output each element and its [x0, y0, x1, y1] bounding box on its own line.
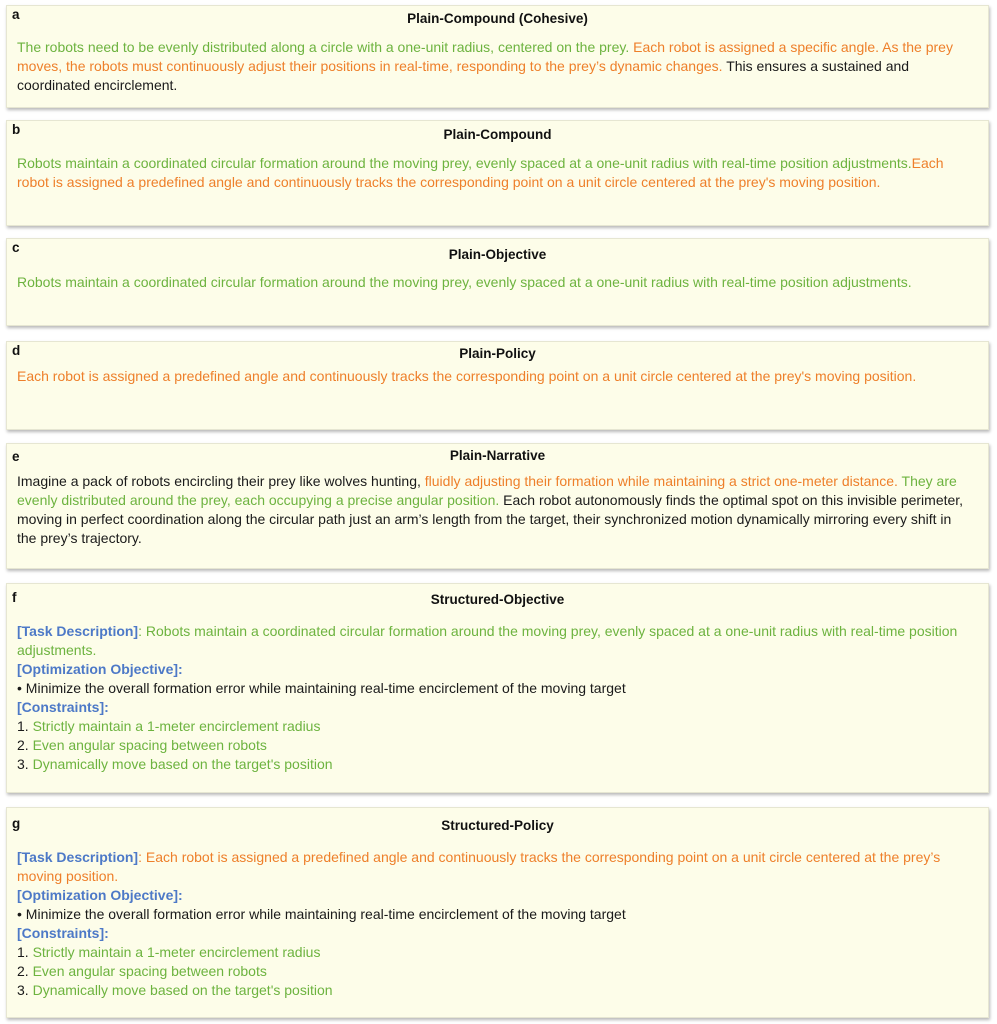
- panel-title: Plain-Compound: [443, 127, 552, 142]
- constraints: [Constraints]:: [17, 925, 109, 941]
- panel-letter: e: [12, 449, 20, 464]
- constraint-item: 1. Strictly maintain a 1-meter encirclement radius: [17, 718, 321, 734]
- panel-g: [6, 807, 989, 1018]
- task-description-text: Each robot is assigned a predefined angle and continuously tracks the corresponding point on a unit circle centered at the prey’s moving position.: [17, 849, 941, 884]
- text-segment: The robots need to be evenly distributed along a circle with a one-unit radius, centered on the prey.: [17, 39, 634, 55]
- task-description: [Task Description]: Each robot is assigned a predefined angle and continuously tracks the corresponding point on a unit circle centered at the prey’s moving position.: [17, 849, 941, 884]
- panel-body: [17, 38, 974, 95]
- text-segment: Each robot is assigned a predefined angle and continuously tracks the corresponding point on a unit circle centered at the prey's moving position.: [17, 155, 944, 190]
- constraints-label: [Constraints]: [17, 925, 105, 941]
- task-description-text: Robots maintain a coordinated circular formation around the moving prey, evenly spaced at a one-unit radius with real-time position adjustments.: [17, 623, 958, 658]
- task-description-label: [Task Description]: [17, 849, 139, 865]
- constraint-item: 3. Dynamically move based on the target's position: [17, 756, 333, 772]
- panel-title: Plain-Compound (Cohesive): [407, 11, 588, 26]
- panel-body: [17, 472, 974, 548]
- text-segment: This ensures a sustained and coordinated encirclement.: [17, 58, 910, 93]
- panel-title: Plain-Narrative: [449, 448, 546, 463]
- panel-letter: d: [12, 343, 21, 358]
- constraint-item: 2. Even angular spacing between robots: [17, 737, 267, 753]
- panel-letter: b: [12, 122, 21, 137]
- panel-body: [17, 622, 974, 774]
- text-segment: Each robot is assigned a predefined angle and continuously tracks the corresponding point on a unit circle centered at the prey's moving position.: [17, 368, 917, 384]
- panel-d: [6, 341, 989, 430]
- text-segment: Each robot autonomously finds the optimal spot on this invisible perimeter, moving in perfect coordination along the circular path just an arm’s length from the target, their synchronized motion dynamically mirroring every shift in the prey’s trajectory.: [17, 492, 964, 546]
- constraint-item: 2. Even angular spacing between robots: [17, 963, 267, 979]
- text-segment: Each robot is assigned a specific angle. As the prey moves, the robots must continuously adjust their positions in real-time, responding to the prey’s dynamic changes.: [17, 39, 953, 74]
- objective-label: [Optimization Objective]: [17, 887, 179, 903]
- constraint-item: 1. Strictly maintain a 1-meter encirclement radius: [17, 944, 321, 960]
- panel-body: [17, 273, 974, 292]
- panel-title: Structured-Policy: [441, 818, 554, 833]
- panel-title: Plain-Policy: [459, 346, 536, 361]
- objective-label: [Optimization Objective]: [17, 661, 179, 677]
- panel-e: [6, 443, 989, 569]
- optimization-objective: [Optimization Objective]:: [17, 661, 183, 677]
- constraints: [Constraints]:: [17, 699, 109, 715]
- objective-text: • Minimize the overall formation error while maintaining real-time encirclement of the moving target: [17, 906, 626, 922]
- constraints-label: [Constraints]: [17, 699, 105, 715]
- task-description-label: [Task Description]: [17, 623, 139, 639]
- panel-title: Plain-Objective: [448, 247, 547, 262]
- panel-b: [6, 120, 989, 226]
- text-segment: They are evenly distributed around the prey, each occupying a precise angular position.: [17, 473, 957, 508]
- text-segment: fluidly adjusting their formation while maintaining a strict one-meter distance.: [424, 473, 898, 489]
- panel-letter: f: [12, 590, 17, 605]
- text-segment: Imagine a pack of robots encircling their prey like wolves hunting,: [17, 473, 425, 489]
- panel-letter: c: [12, 240, 20, 255]
- panel-body: [17, 367, 974, 386]
- task-description: [Task Description]: Robots maintain a coordinated circular formation around the moving prey, evenly spaced at a one-unit radius with real-time position adjustments.: [17, 623, 958, 658]
- panel-a: [6, 5, 989, 108]
- panel-title: Structured-Objective: [430, 592, 565, 607]
- panel-letter: g: [12, 816, 21, 831]
- panel-body: [17, 154, 974, 192]
- panel-f: [6, 583, 989, 793]
- text-segment: Robots maintain a coordinated circular formation around the moving prey, evenly spaced at a one-unit radius with real-time position adjustments.: [17, 155, 912, 171]
- constraint-item: 3. Dynamically move based on the target's position: [17, 982, 333, 998]
- objective-text: • Minimize the overall formation error while maintaining real-time encirclement of the moving target: [17, 680, 626, 696]
- optimization-objective: [Optimization Objective]:: [17, 887, 183, 903]
- text-segment: Robots maintain a coordinated circular formation around the moving prey, evenly spaced at a one-unit radius with real-time position adjustments.: [17, 274, 912, 290]
- panel-c: [6, 238, 989, 326]
- panel-letter: a: [12, 7, 20, 22]
- panel-body: [17, 848, 974, 1000]
